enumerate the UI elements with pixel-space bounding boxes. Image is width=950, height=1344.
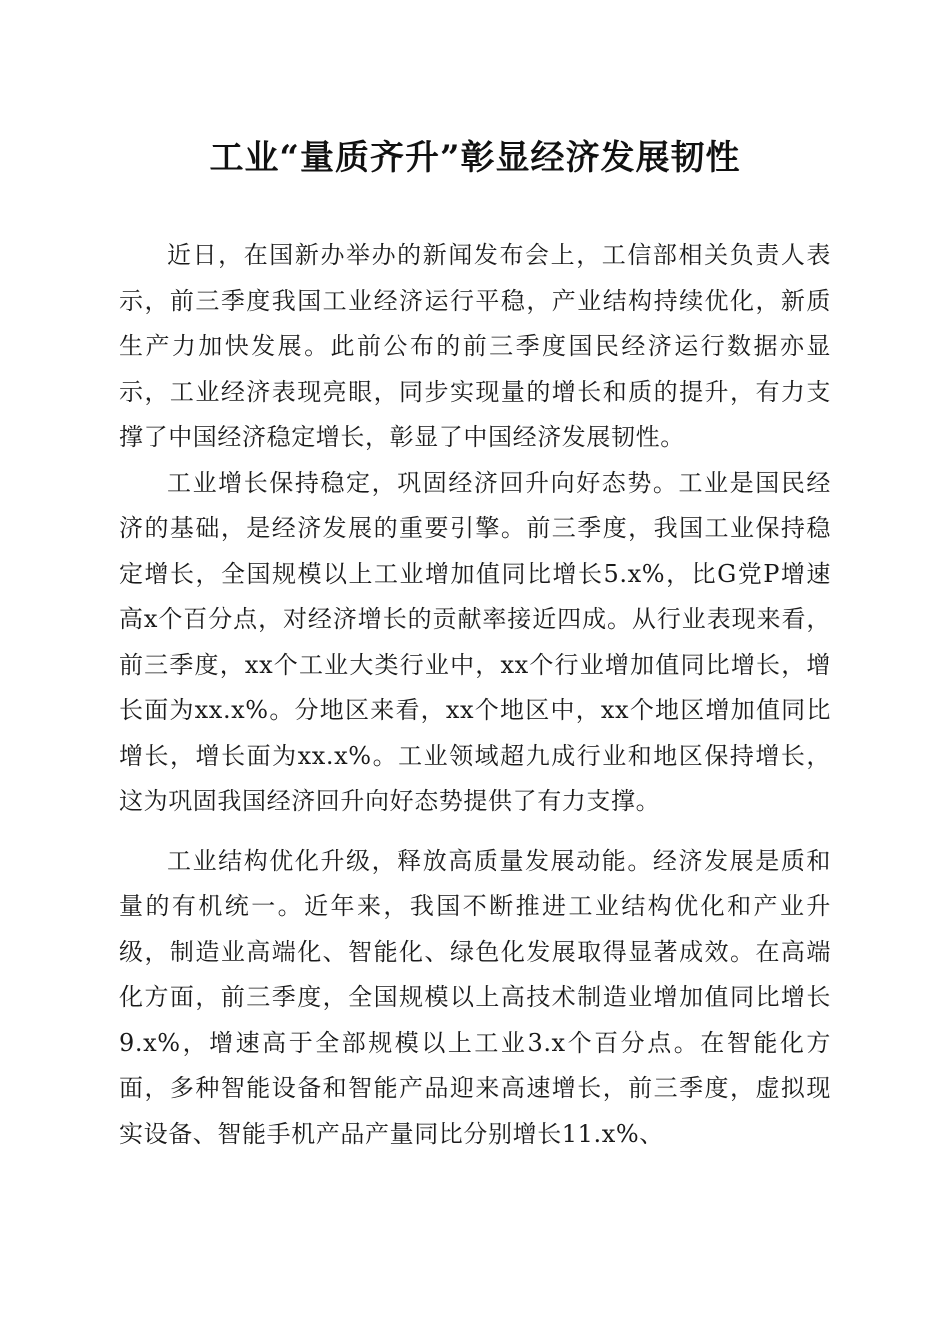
paragraph: 工业结构优化升级，释放高质量发展动能。经济发展是质和量的有机统一。近年来，我国不断推进工业结构优化和产业升级，制造业高端化、智能化、绿色化发展取得显著成效。在高端化方面，前三季度，全国规模以上高技术制造业增加值同比增长9.x%，增速高于全部规模以上工业3.x个百分点。在智能化方面，多种智能设备和智能产品迎来高速增长，前三季度，虚拟现实设备、智能手机产品产量同比分别增长11.x%、	[119, 846, 831, 1148]
paragraph: 工业增长保持稳定，巩固经济回升向好态势。工业是国民经济的基础，是经济发展的重要引擎。前三季度，我国工业保持稳定增长，全国规模以上工业增加值同比增长5.x%，比G党P增速高x个百分点，对经济增长的贡献率接近四成。从行业表现来看，前三季度，xx个工业大类行业中，xx个行业增加值同比增长，增长面为xx.x%。分地区来看，xx个地区中，xx个地区增加值同比增长，增长面为xx.x%。工业领域超九成行业和地区保持增长，这为巩固我国经济回升向好态势提供了有力支撑。	[119, 468, 831, 815]
document-body	[119, 233, 831, 1157]
paragraph: 近日，在国新办举办的新闻发布会上，工信部相关负责人表示，前三季度我国工业经济运行平稳，产业结构持续优化，新质生产力加快发展。此前公布的前三季度国民经济运行数据亦显示，工业经济表现亮眼，同步实现量的增长和质的提升，有力支撑了中国经济稳定增长，彰显了中国经济发展韧性。	[119, 241, 831, 451]
document-title: 工业“量质齐升”彰显经济发展韧性	[209, 138, 741, 178]
